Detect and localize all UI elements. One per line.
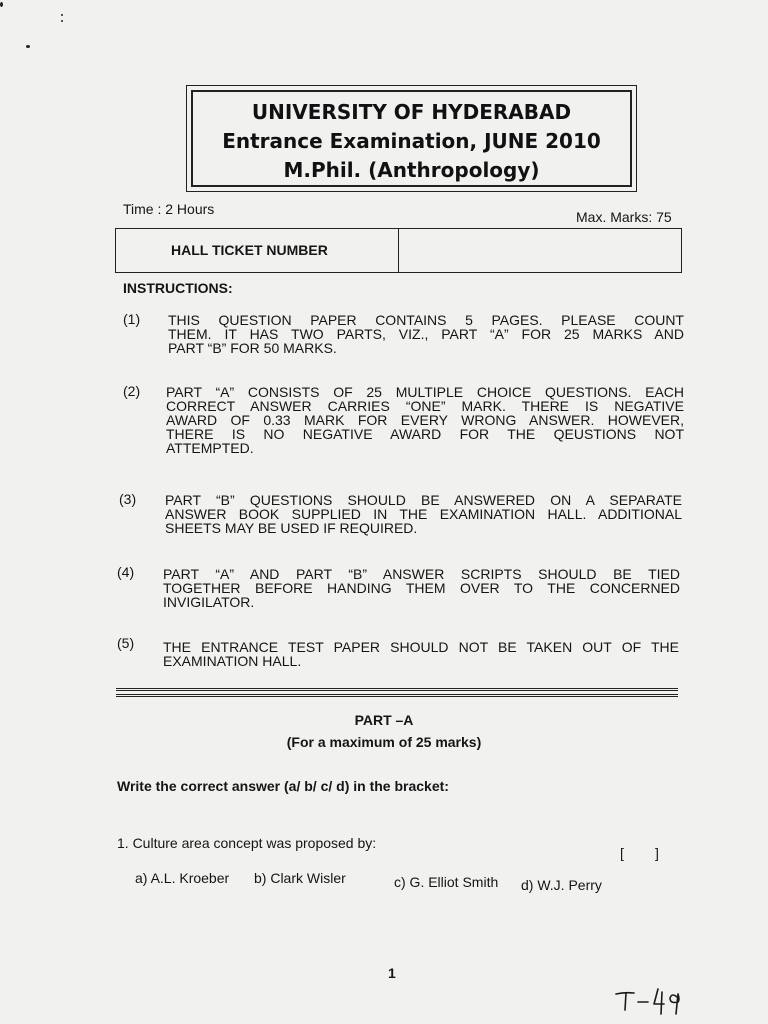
instruction-line: EXAMINATION HALL.	[163, 653, 302, 669]
scan-mark	[0, 2, 3, 7]
section-divider	[116, 688, 678, 697]
option-b: b) Clark Wisler	[254, 870, 346, 886]
part-a-title: PART –A	[354, 712, 414, 728]
instruction-line: THE ENTRANCE TEST PAPER SHOULD NOT BE TAKEN OUT OF THE	[163, 639, 679, 655]
scan-speck	[26, 45, 30, 48]
instruction-line: PART “B” QUESTIONS SHOULD BE ANSWERED ON A SEPARATE	[165, 492, 682, 508]
instruction-item	[163, 640, 679, 668]
instruction-line: PART “A” CONSISTS OF 25 MULTIPLE CHOICE QUESTIONS. EACH	[166, 384, 684, 400]
hall-ticket-label: HALL TICKET NUMBER	[171, 242, 328, 258]
option-c: c) G. Elliot Smith	[394, 874, 499, 890]
university-name: UNIVERSITY OF HYDERABAD	[251, 100, 572, 124]
instruction-line: THERE IS NO NEGATIVE AWARD FOR THE QEUSTIONS NOT	[166, 426, 684, 442]
answer-bracket: [ ]	[620, 845, 659, 861]
option-d: d) W.J. Perry	[521, 877, 602, 893]
scan-speck	[61, 14, 63, 16]
instruction-line: SHEETS MAY BE USED IF REQUIRED.	[165, 520, 418, 536]
part-a-subtitle: (For a maximum of 25 marks)	[286, 734, 482, 750]
instruction-line: AWARD OF 0.33 MARK FOR EVERY WRONG ANSWER. HOWEVER,	[166, 412, 684, 428]
title-box	[186, 85, 637, 192]
max-marks: Max. Marks: 75	[576, 209, 672, 225]
instruction-item	[165, 493, 682, 535]
instruction-line: CORRECT ANSWER CARRIES “ONE” MARK. THERE IS NEGATIVE	[166, 398, 684, 414]
instruction-item	[166, 385, 684, 455]
title-box-inner	[191, 90, 632, 187]
course-title: M.Phil. (Anthropology)	[283, 158, 540, 182]
instruction-number: (4)	[117, 564, 135, 580]
instruction-line: THIS QUESTION PAPER CONTAINS 5 PAGES. PLEASE COUNT	[168, 312, 684, 328]
instruction-number: (1)	[123, 311, 141, 327]
instruction-line: THEM. IT HAS TWO PARTS, VIZ., PART “A” FOR 25 MARKS AND	[168, 326, 684, 342]
hall-ticket-box	[115, 228, 682, 273]
instruction-item	[168, 313, 684, 355]
hall-ticket-divider	[398, 229, 399, 272]
instruction-line: INVIGILATOR.	[163, 594, 255, 610]
exam-title: Entrance Examination, JUNE 2010	[222, 129, 601, 153]
instruction-line: PART “A” AND PART “B” ANSWER SCRIPTS SHOULD BE TIED	[163, 566, 680, 582]
page-number: 1	[388, 965, 396, 981]
question-1-text: 1. Culture area concept was proposed by:	[117, 835, 377, 851]
handwritten-code-mark	[612, 980, 692, 1020]
instruction-number: (2)	[123, 383, 141, 399]
instruction-line: TOGETHER BEFORE HANDING THEM OVER TO THE CONCERNED	[163, 580, 680, 596]
instruction-number: (3)	[119, 491, 137, 507]
instruction-line: ANSWER BOOK SUPPLIED IN THE EXAMINATION HALL. ADDITIONAL	[165, 506, 682, 522]
instruction-line: PART “B” FOR 50 MARKS.	[168, 340, 337, 356]
instructions-heading: INSTRUCTIONS:	[123, 280, 233, 296]
instruction-item	[163, 567, 680, 609]
instruction-line: ATTEMPTED.	[166, 440, 254, 456]
option-a: a) A.L. Kroeber	[135, 870, 230, 886]
answer-directive: Write the correct answer (a/ b/ c/ d) in the bracket:	[117, 778, 449, 794]
instruction-number: (5)	[117, 635, 135, 651]
time-allowed: Time : 2 Hours	[123, 201, 215, 217]
scan-speck	[61, 20, 63, 22]
